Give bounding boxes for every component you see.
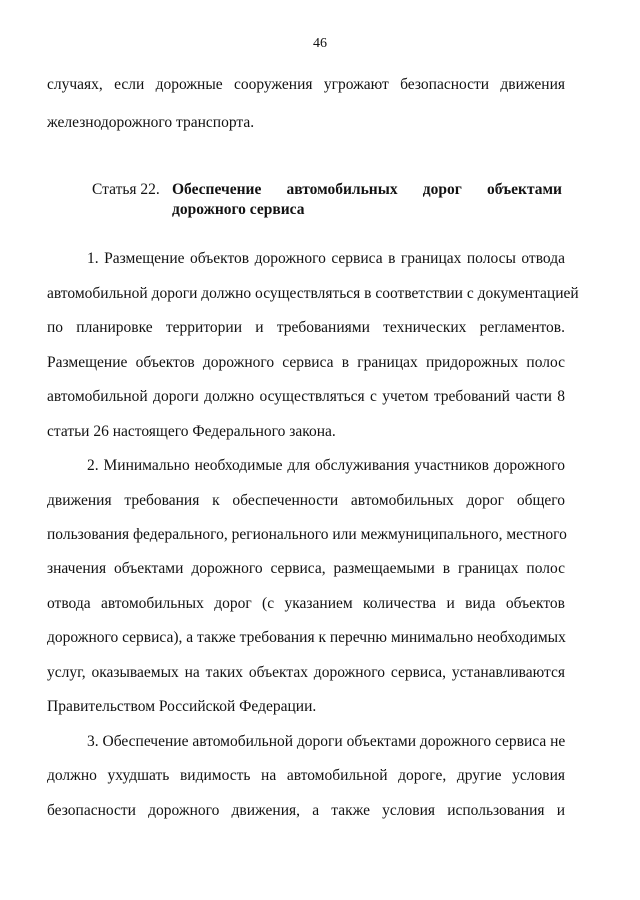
text-line: безопасности дорожного движения, а также условия использования и: [47, 802, 565, 819]
text-line: автомобильной дороги должно осуществляться с учетом требований части 8: [47, 388, 565, 405]
text-line: по планировке территории и требованиями технических регламентов.: [47, 319, 565, 336]
article-title: [172, 180, 562, 220]
article-label: Статья 22.: [92, 181, 160, 198]
text-line: случаях, если дорожные сооружения угрожают безопасности движения: [47, 76, 565, 93]
text-line: железнодорожного транспорта.: [47, 114, 255, 131]
text-line: автомобильной дороги должно осуществляться в соответствии с документацией: [47, 285, 579, 302]
text-line: должно ухудшать видимость на автомобильной дороге, другие условия: [47, 767, 565, 784]
text-line: 2. Минимально необходимые для обслуживания участников дорожного: [87, 457, 565, 474]
text-line: 3. Обеспечение автомобильной дороги объектами дорожного сервиса не: [87, 733, 566, 750]
article-title-line: дорожного сервиса: [172, 201, 305, 218]
text-line: Размещение объектов дорожного сервиса в границах придорожных полос: [47, 354, 565, 371]
text-line: услуг, оказываемых на таких объектах дорожного сервиса, устанавливаются: [47, 664, 565, 681]
text-line: Правительством Российской Федерации.: [47, 698, 317, 715]
text-line: отвода автомобильных дорог (с указанием количества и вида объектов: [47, 595, 565, 612]
text-line: дорожного сервиса), а также требования к перечню минимально необходимых: [47, 629, 566, 646]
text-line: движения требования к обеспеченности автомобильных дорог общего: [47, 492, 565, 509]
text-line: пользования федерального, регионального или межмуниципального, местного: [47, 526, 567, 543]
page-number: 46: [313, 36, 327, 51]
text-line: 1. Размещение объектов дорожного сервиса в границах полосы отвода: [87, 250, 565, 267]
text-line: значения объектами дорожного сервиса, размещаемыми в границах полос: [47, 560, 565, 577]
text-line: статьи 26 настоящего Федерального закона.: [47, 423, 336, 440]
article-title-line: Обеспечение автомобильных дорог объектами: [172, 181, 562, 198]
